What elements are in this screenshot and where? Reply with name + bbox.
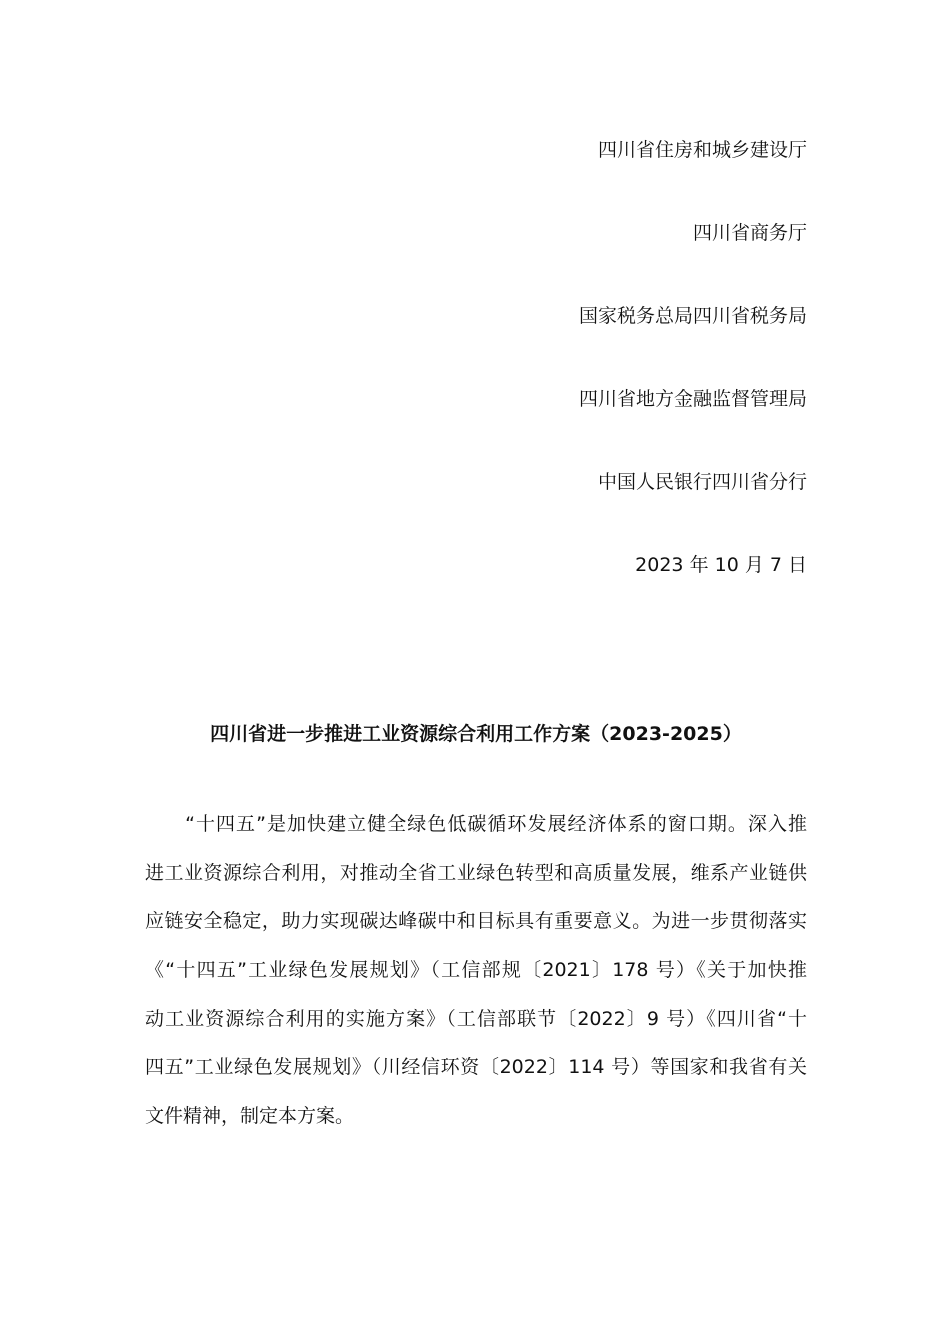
body-paragraph xyxy=(145,800,807,1141)
issue-date: 2023 年 10 月 7 日 xyxy=(635,554,807,576)
signatory-finance-bureau: 四川省地方金融监督管理局 xyxy=(578,388,807,410)
signatory-block xyxy=(145,133,807,631)
paragraph-line: 四五”工业绿色发展规划》（川经信环资〔2022〕114 号）等国家和我省有关 xyxy=(145,1056,807,1079)
paragraph-line: 应链安全稳定，助力实现碳达峰碳中和目标具有重要意义。为进一步贯彻落实 xyxy=(145,910,807,933)
paragraph-line: 进工业资源综合利用，对推动全省工业绿色转型和高质量发展，维系产业链供 xyxy=(145,861,807,884)
paragraph-line: “十四五”是加快建立健全绿色低碳循环发展经济体系的窗口期。深入推 xyxy=(145,813,807,835)
document-title: 四川省进一步推进工业资源综合利用工作方案（2023-2025） xyxy=(210,723,742,745)
signatory-peoples-bank: 中国人民银行四川省分行 xyxy=(597,471,807,493)
paragraph-line: 《“十四五”工业绿色发展规划》（工信部规〔2021〕178 号）《关于加快推 xyxy=(145,959,807,982)
paragraph-line: 文件精神，制定本方案。 xyxy=(145,1105,355,1128)
signatory-commerce-dept: 四川省商务厅 xyxy=(692,222,807,244)
signatory-housing-dept: 四川省住房和城乡建设厅 xyxy=(597,139,807,161)
paragraph-line: 动工业资源综合利用的实施方案》（工信部联节〔2022〕9 号）《四川省“十 xyxy=(145,1007,807,1030)
signatory-tax-bureau: 国家税务总局四川省税务局 xyxy=(578,305,807,327)
